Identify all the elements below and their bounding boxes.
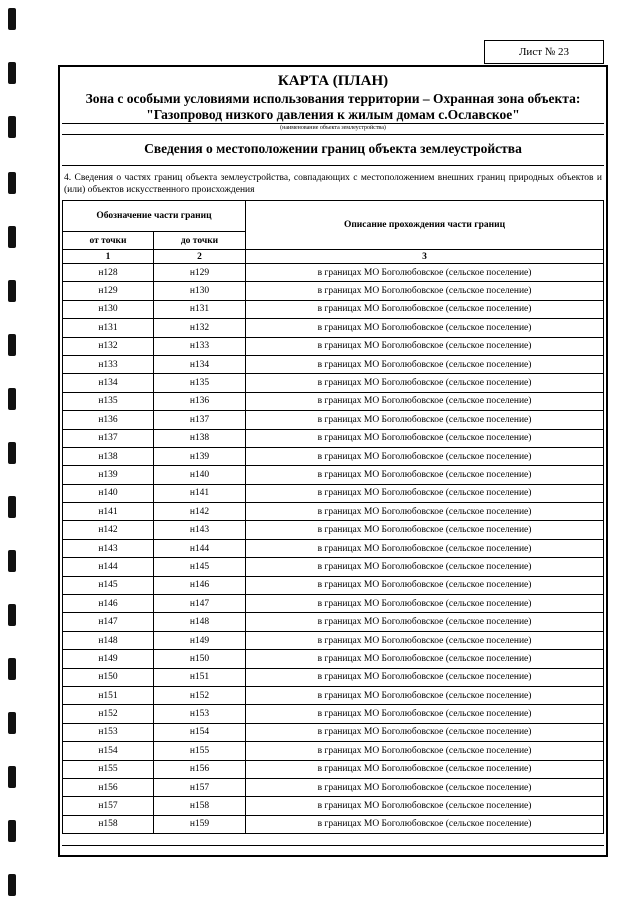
cell-from: н149 [63, 650, 154, 668]
cell-to: н142 [154, 503, 246, 521]
table-row [63, 429, 604, 447]
cell-desc: в границах МО Боголюбовское (сельское поселение) [246, 539, 604, 557]
table-row [63, 411, 604, 429]
cell-from: н153 [63, 723, 154, 741]
cell-from: н142 [63, 521, 154, 539]
cell-to: н150 [154, 650, 246, 668]
cell-to: н141 [154, 484, 246, 502]
cell-from: н148 [63, 631, 154, 649]
col-num-3: 3 [246, 250, 604, 264]
table-row [63, 539, 604, 557]
header-from: от точки [63, 232, 154, 250]
table-row [63, 484, 604, 502]
cell-to: н156 [154, 760, 246, 778]
cell-desc: в границах МО Боголюбовское (сельское поселение) [246, 815, 604, 833]
table-row [63, 466, 604, 484]
cell-to: н137 [154, 411, 246, 429]
sheet-number: Лист № 23 [484, 40, 604, 64]
cell-to: н134 [154, 355, 246, 373]
table-row [63, 815, 604, 833]
cell-desc: в границах МО Боголюбовское (сельское поселение) [246, 521, 604, 539]
map-subtitle-line1: Зона с особыми условиями использования территории – Охранная зона объекта: [85, 91, 581, 106]
cell-desc: в границах МО Боголюбовское (сельское поселение) [246, 484, 604, 502]
table-row [63, 723, 604, 741]
header-to: до точки [154, 232, 246, 250]
cell-from: н133 [63, 355, 154, 373]
cell-from: н154 [63, 742, 154, 760]
table-row [63, 264, 604, 282]
table-row [63, 374, 604, 392]
table-row [63, 337, 604, 355]
cell-desc: в границах МО Боголюбовское (сельское поселение) [246, 558, 604, 576]
cell-desc: в границах МО Боголюбовское (сельское поселение) [246, 282, 604, 300]
header-group: Обозначение части границ [63, 201, 246, 232]
cell-from: н156 [63, 778, 154, 796]
cell-desc: в границах МО Боголюбовское (сельское поселение) [246, 576, 604, 594]
table-row [63, 742, 604, 760]
table-row [63, 447, 604, 465]
map-subtitle-line2: "Газопровод низкого давления к жилым домам с.Ославское" [146, 107, 520, 122]
section-intro: 4. Сведения о частях границ объекта землеустройства, совпадающих с местоположением внешних границ природных объектов и (или) объектов искусственного происхождения [64, 173, 602, 195]
cell-from: н146 [63, 595, 154, 613]
section-title: Сведения о местоположении границ объекта землеустройства [62, 134, 604, 166]
col-num-1: 1 [63, 250, 154, 264]
cell-from: н158 [63, 815, 154, 833]
table-row [63, 503, 604, 521]
cell-to: н157 [154, 778, 246, 796]
cell-desc: в границах МО Боголюбовское (сельское поселение) [246, 319, 604, 337]
cell-from: н140 [63, 484, 154, 502]
cell-from: н139 [63, 466, 154, 484]
cell-to: н135 [154, 374, 246, 392]
map-title: КАРТА (ПЛАН) [277, 73, 389, 89]
cell-to: н132 [154, 319, 246, 337]
cell-desc: в границах МО Боголюбовское (сельское поселение) [246, 705, 604, 723]
cell-desc: в границах МО Боголюбовское (сельское поселение) [246, 613, 604, 631]
cell-desc: в границах МО Боголюбовское (сельское поселение) [246, 778, 604, 796]
cell-desc: в границах МО Боголюбовское (сельское поселение) [246, 429, 604, 447]
cell-to: н149 [154, 631, 246, 649]
cell-desc: в границах МО Боголюбовское (сельское поселение) [246, 650, 604, 668]
cell-desc: в границах МО Боголюбовское (сельское поселение) [246, 411, 604, 429]
cell-desc: в границах МО Боголюбовское (сельское поселение) [246, 447, 604, 465]
cell-to: н143 [154, 521, 246, 539]
table-row [63, 668, 604, 686]
cell-from: н131 [63, 319, 154, 337]
table-row [63, 355, 604, 373]
cell-to: н140 [154, 466, 246, 484]
cell-to: н139 [154, 447, 246, 465]
cell-desc: в границах МО Боголюбовское (сельское поселение) [246, 337, 604, 355]
cell-to: н138 [154, 429, 246, 447]
table-row [63, 392, 604, 410]
cell-desc: в границах МО Боголюбовское (сельское поселение) [246, 374, 604, 392]
cell-from: н145 [63, 576, 154, 594]
cell-from: н132 [63, 337, 154, 355]
table-row [63, 576, 604, 594]
cell-to: н133 [154, 337, 246, 355]
cell-to: н148 [154, 613, 246, 631]
cell-desc: в границах МО Боголюбовское (сельское поселение) [246, 723, 604, 741]
cell-from: н136 [63, 411, 154, 429]
cell-from: н151 [63, 686, 154, 704]
cell-from: н129 [63, 282, 154, 300]
cell-to: н129 [154, 264, 246, 282]
table-row [63, 631, 604, 649]
cell-from: н141 [63, 503, 154, 521]
cell-to: н151 [154, 668, 246, 686]
boundary-table [62, 200, 604, 834]
cell-to: н147 [154, 595, 246, 613]
cell-desc: в границах МО Боголюбовское (сельское поселение) [246, 355, 604, 373]
cell-to: н155 [154, 742, 246, 760]
cell-from: н147 [63, 613, 154, 631]
table-row [63, 613, 604, 631]
cell-from: н143 [63, 539, 154, 557]
table-row [63, 797, 604, 815]
cell-to: н153 [154, 705, 246, 723]
cell-to: н136 [154, 392, 246, 410]
table-row [63, 595, 604, 613]
binding-rings [4, 0, 22, 905]
cell-from: н130 [63, 300, 154, 318]
map-caption: (наименование объекта землеустройства) [62, 123, 604, 134]
cell-desc: в границах МО Боголюбовское (сельское поселение) [246, 503, 604, 521]
cell-desc: в границах МО Боголюбовское (сельское поселение) [246, 466, 604, 484]
cell-desc: в границах МО Боголюбовское (сельское поселение) [246, 668, 604, 686]
cell-from: н155 [63, 760, 154, 778]
table-row [63, 760, 604, 778]
cell-to: н130 [154, 282, 246, 300]
table-row [63, 686, 604, 704]
cell-to: н159 [154, 815, 246, 833]
cell-from: н157 [63, 797, 154, 815]
cell-to: н158 [154, 797, 246, 815]
cell-desc: в границах МО Боголюбовское (сельское поселение) [246, 300, 604, 318]
cell-from: н152 [63, 705, 154, 723]
cell-from: н135 [63, 392, 154, 410]
table-row [63, 282, 604, 300]
cell-to: н144 [154, 539, 246, 557]
table-row [63, 521, 604, 539]
document-body [62, 69, 604, 853]
cell-from: н144 [63, 558, 154, 576]
table-row [63, 778, 604, 796]
cell-desc: в границах МО Боголюбовское (сельское поселение) [246, 392, 604, 410]
cell-from: н138 [63, 447, 154, 465]
cell-desc: в границах МО Боголюбовское (сельское поселение) [246, 686, 604, 704]
cell-to: н145 [154, 558, 246, 576]
cell-desc: в границах МО Боголюбовское (сельское поселение) [246, 760, 604, 778]
cell-from: н134 [63, 374, 154, 392]
cell-to: н146 [154, 576, 246, 594]
cell-desc: в границах МО Боголюбовское (сельское поселение) [246, 742, 604, 760]
col-num-2: 2 [154, 250, 246, 264]
cell-desc: в границах МО Боголюбовское (сельское поселение) [246, 797, 604, 815]
table-row [63, 705, 604, 723]
cell-desc: в границах МО Боголюбовское (сельское поселение) [246, 631, 604, 649]
cell-from: н128 [63, 264, 154, 282]
header-desc: Описание прохождения части границ [246, 201, 604, 250]
table-row [63, 650, 604, 668]
cell-desc: в границах МО Боголюбовское (сельское поселение) [246, 595, 604, 613]
cell-from: н150 [63, 668, 154, 686]
table-row [63, 558, 604, 576]
cell-to: н154 [154, 723, 246, 741]
table-row [63, 319, 604, 337]
bottom-rule [62, 845, 604, 846]
cell-to: н152 [154, 686, 246, 704]
cell-desc: в границах МО Боголюбовское (сельское поселение) [246, 264, 604, 282]
cell-to: н131 [154, 300, 246, 318]
table-row [63, 300, 604, 318]
cell-from: н137 [63, 429, 154, 447]
